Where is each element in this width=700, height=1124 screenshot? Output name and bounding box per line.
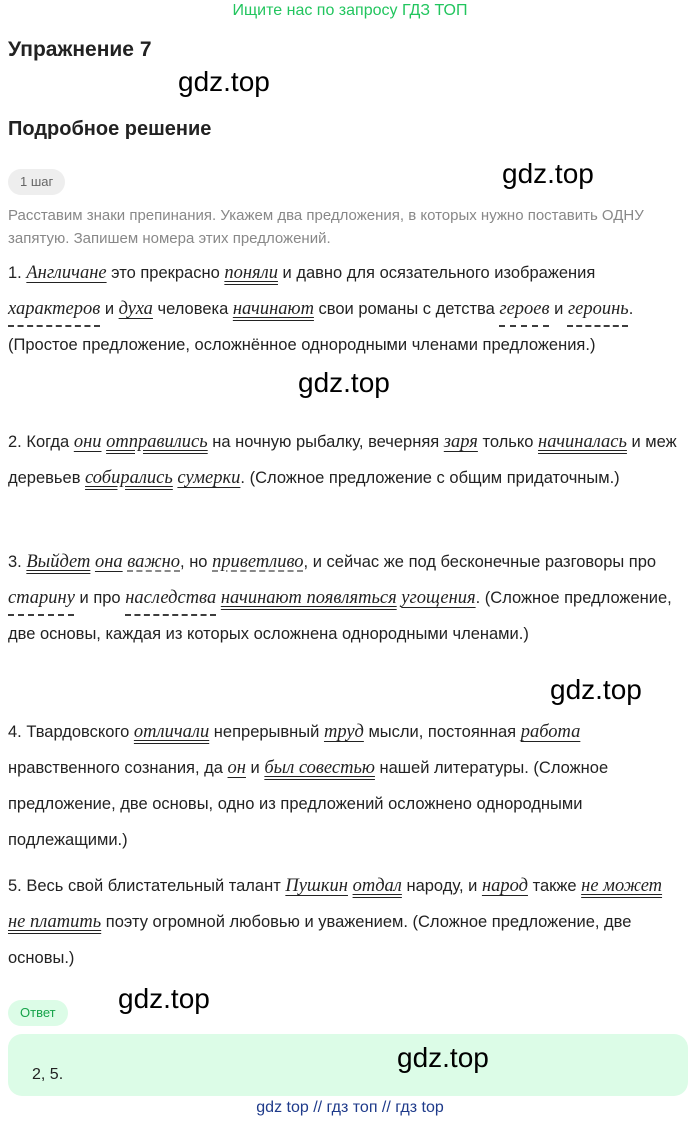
sentence-text: это прекрасно bbox=[106, 264, 225, 282]
sentence-text: нравственного сознания, да bbox=[8, 759, 228, 777]
subject-word: угощения bbox=[401, 588, 476, 608]
sentence-text: также bbox=[527, 877, 582, 895]
subject-word: работа bbox=[520, 722, 581, 742]
sentence-text: поэту огромной любовью и уважением. (Сложное предложение, две основы.) bbox=[8, 913, 632, 967]
object-word: старину bbox=[8, 588, 75, 608]
predicate-word: начинают появляться bbox=[220, 588, 397, 608]
sentence-number: 3. bbox=[8, 553, 27, 571]
sentence-text: нашей литературы. (Сложное предложение, две основы, одно из предложений осложнено однородными подлежащими.) bbox=[8, 759, 609, 849]
subject-word: она bbox=[94, 552, 123, 572]
watermark: gdz.top bbox=[298, 367, 390, 398]
answer-box bbox=[8, 1034, 688, 1096]
predicate-word: не может не платить bbox=[8, 876, 663, 932]
watermark: gdz.top bbox=[397, 1042, 489, 1073]
sentence-number: 1. bbox=[8, 264, 27, 282]
object-word: героев bbox=[499, 299, 550, 319]
sentence-text: и меж деревьев bbox=[8, 433, 677, 487]
step-badge: 1 шаг bbox=[8, 169, 65, 195]
sentence-3 bbox=[8, 544, 678, 652]
sentence-4 bbox=[8, 714, 678, 858]
sentence-text: . (Сложное предложение с общим придаточным.) bbox=[240, 469, 620, 487]
adverbial-word: приветливо bbox=[212, 552, 304, 572]
sentence-number: 2. Когда bbox=[8, 433, 74, 451]
predicate-word: Выйдет bbox=[26, 552, 91, 572]
sentence-text: мысли, постоянная bbox=[363, 723, 521, 741]
object-word: наследства bbox=[125, 588, 217, 608]
subject-word: они bbox=[73, 432, 102, 452]
sentence-text: народу, и bbox=[401, 877, 482, 895]
predicate-word: отправились bbox=[106, 432, 208, 452]
predicate-word: начинают bbox=[232, 299, 314, 319]
sentence-number: 5. Весь свой блистательный талант bbox=[8, 877, 286, 895]
sentence-text: непрерывный bbox=[209, 723, 324, 741]
object-word: героинь bbox=[567, 299, 629, 319]
sentence-text: и про bbox=[74, 589, 126, 607]
predicate-word: отдал bbox=[352, 876, 402, 896]
watermark: gdz.top bbox=[118, 983, 210, 1014]
object-word: характеров bbox=[8, 299, 101, 319]
sentence-text: на ночную рыбалку, вечерняя bbox=[207, 433, 444, 451]
watermark: gdz.top bbox=[550, 674, 642, 705]
watermark: gdz.top bbox=[178, 66, 270, 97]
subject-word: он bbox=[227, 758, 246, 778]
predicate-word: собирались bbox=[85, 468, 173, 488]
search-hint-link[interactable]: Ищите нас по запросу ГДЗ ТОП bbox=[232, 2, 468, 19]
predicate-word: отличали bbox=[133, 722, 210, 742]
subject-word: сумерки bbox=[177, 468, 241, 488]
subject-word: заря bbox=[443, 432, 478, 452]
subject-word: Пушкин bbox=[285, 876, 348, 896]
answer-value: 2, 5. bbox=[32, 1066, 64, 1083]
sentence-text: и bbox=[245, 759, 265, 777]
object-word: духа bbox=[118, 299, 153, 319]
exercise-title: Упражнение 7 bbox=[8, 38, 152, 61]
sentence-text: , но bbox=[180, 553, 213, 571]
subject-word: Англичане bbox=[26, 263, 107, 283]
sentence-number: 4. Твардовского bbox=[8, 723, 134, 741]
sentence-text: , и сейчас же под бесконечные разговоры про bbox=[303, 553, 657, 571]
section-title: Подробное решение bbox=[8, 118, 212, 140]
subject-word: труд bbox=[323, 722, 364, 742]
sentence-text: человека bbox=[152, 300, 233, 318]
watermark: gdz.top bbox=[502, 158, 594, 189]
sentence-text: и давно для осязательного изображения bbox=[277, 264, 596, 282]
sentence-text: и bbox=[100, 300, 119, 318]
subject-word: народ bbox=[481, 876, 528, 896]
predicate-word: начиналась bbox=[538, 432, 627, 452]
sentence-2 bbox=[8, 424, 678, 496]
footer-links[interactable]: gdz top // гдз топ // гдз top bbox=[256, 1099, 444, 1116]
answer-badge: Ответ bbox=[8, 1000, 68, 1026]
sentence-text: . (Сложное предложение, две основы, каждая из которых осложнена однородными членами.) bbox=[8, 589, 672, 643]
predicate-word: поняли bbox=[224, 263, 278, 283]
intro-text: Расставим знаки препинания. Укажем два предложения, в которых нужно поставить ОДНУ запятую. Запишем номера этих предложений. bbox=[8, 207, 644, 247]
sentence-1 bbox=[8, 255, 678, 363]
sentence-text: свои романы с детства bbox=[313, 300, 500, 318]
sentence-text: и bbox=[549, 300, 568, 318]
adverbial-word: важно bbox=[127, 552, 181, 572]
sentence-5 bbox=[8, 868, 678, 976]
predicate-word: был совестью bbox=[264, 758, 375, 778]
sentence-text: . (Простое предложение, осложнённое однородными членами предложения.) bbox=[8, 300, 634, 354]
sentence-text: только bbox=[477, 433, 539, 451]
